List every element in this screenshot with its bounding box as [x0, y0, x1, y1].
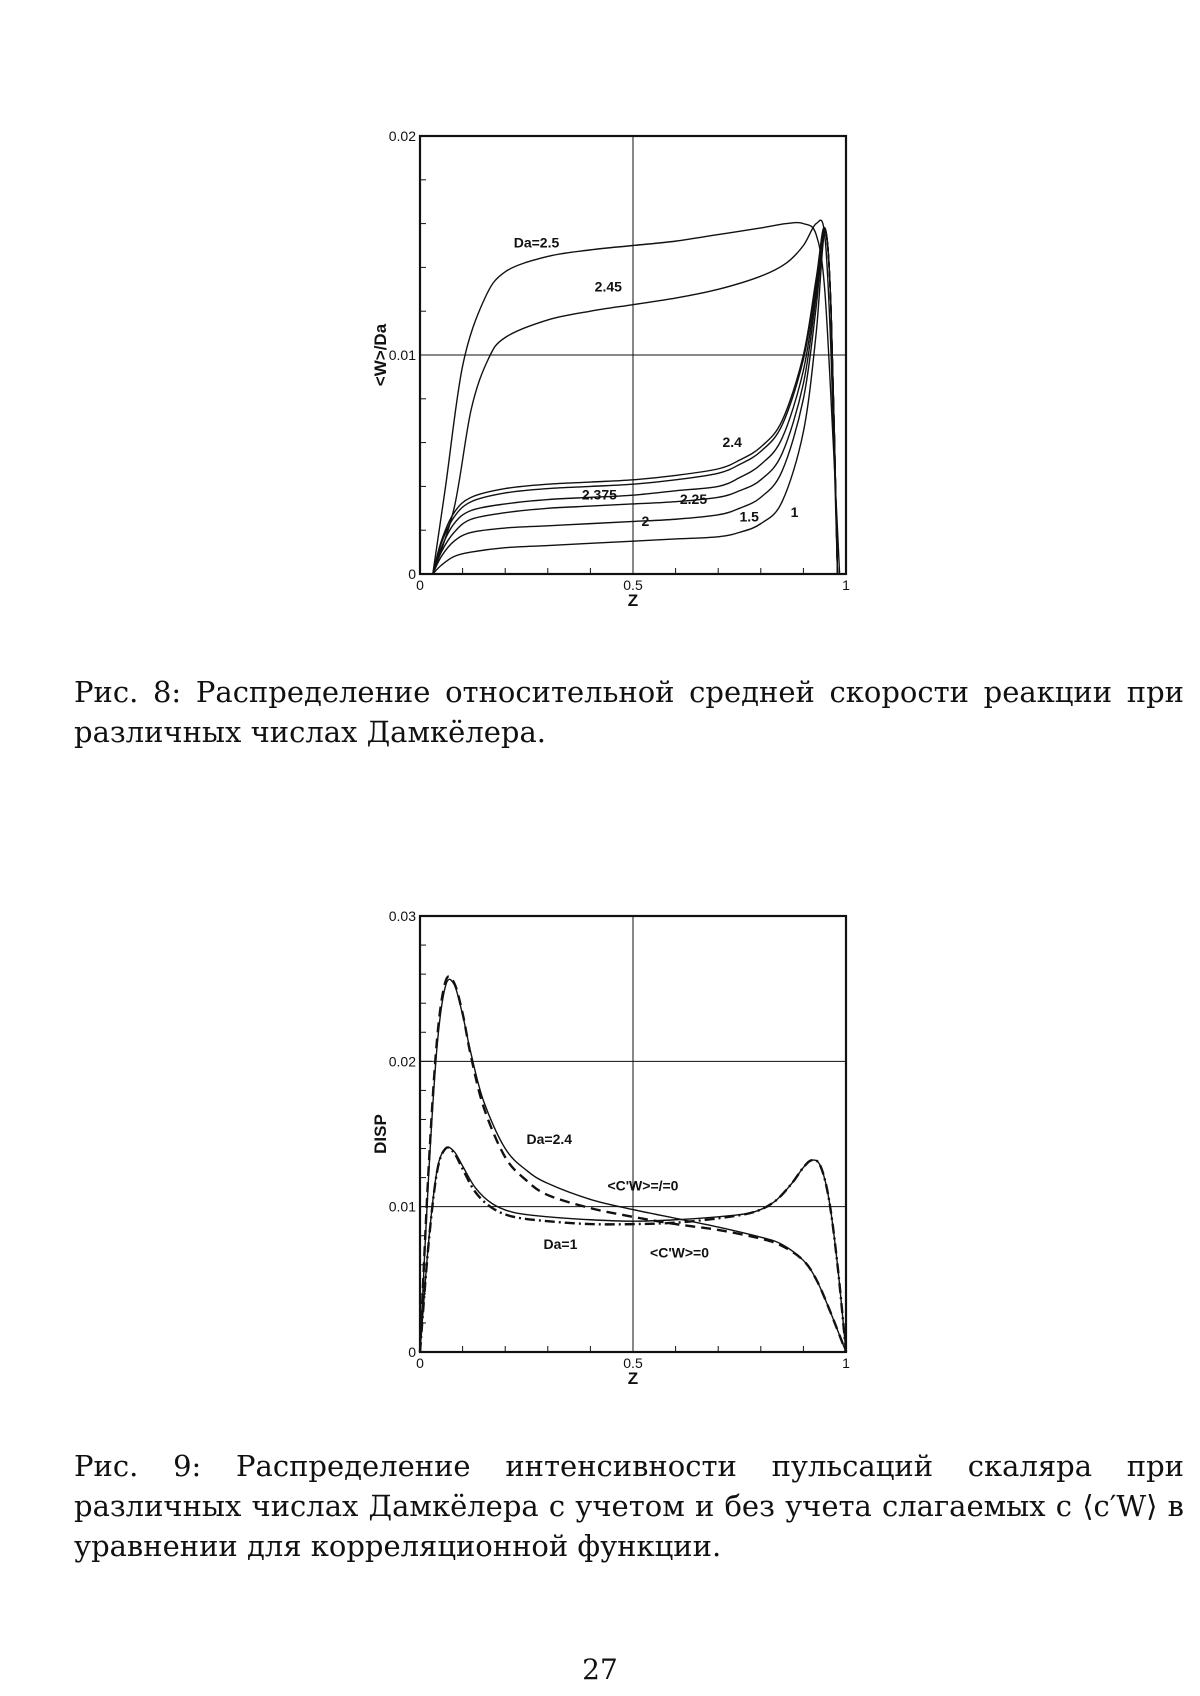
y-tick-label: 0: [408, 1344, 416, 1360]
y-tick-label: 0: [408, 566, 416, 582]
x-tick-label: 0.5: [623, 1355, 643, 1371]
figure-8: [0, 0, 1200, 640]
y-tick-label: 0.03: [388, 908, 416, 924]
curve-label: 2.45: [594, 278, 622, 295]
curve-label: 2.375: [581, 486, 617, 503]
curve-label: <C'W>=/=0: [607, 1177, 679, 1194]
y-axis-title: <W>/Da: [371, 323, 390, 387]
curve-label: Da=2.4: [526, 1131, 573, 1148]
caption-fig9: Рис. 9: Распределение интенсивности пульсаций скаляра при различных числах Дамкёлера с учетом и без учета слагаемых с ⟨c′W⟩ в уравнении для корреляционной функции.: [74, 1449, 1184, 1563]
series-line: [433, 228, 838, 574]
x-axis-title: Z: [627, 591, 639, 610]
curve-label: <C'W>=0: [650, 1244, 710, 1261]
x-tick-label: 0: [416, 577, 424, 593]
series-line: [433, 228, 838, 574]
curve-label: Da=1: [543, 1235, 578, 1252]
series-line: [433, 228, 838, 574]
curve-label: 2.4: [722, 433, 742, 450]
series-line: [433, 228, 838, 574]
y-tick-label: 0.01: [388, 347, 416, 363]
curve-label: Da=2.5: [513, 234, 560, 251]
x-axis-title: Z: [627, 1369, 639, 1388]
y-axis-title: DISP: [371, 1114, 390, 1154]
x-tick-label: 0: [416, 1355, 424, 1371]
y-tick-label: 0.02: [388, 1053, 416, 1070]
chart-fig9: [0, 770, 1200, 1390]
y-tick-label: 0.02: [388, 128, 416, 144]
chart-fig8: [0, 0, 1200, 640]
page-number: 27: [582, 1653, 618, 1686]
x-tick-label: 1: [842, 577, 850, 593]
caption-fig8: Рис. 8: Распределение относительной средней скорости реакции при различных числах Дамкёлера.: [74, 675, 1184, 749]
y-tick-label: 0.01: [388, 1198, 416, 1215]
x-tick-label: 1: [842, 1355, 850, 1371]
curve-label: 1: [790, 504, 799, 521]
curve-label: 1.5: [739, 508, 759, 525]
x-tick-label: 0.5: [623, 577, 643, 593]
curve-label: 2: [641, 512, 650, 529]
curve-label: 2.25: [679, 490, 708, 507]
figure-9: [0, 770, 1200, 1390]
